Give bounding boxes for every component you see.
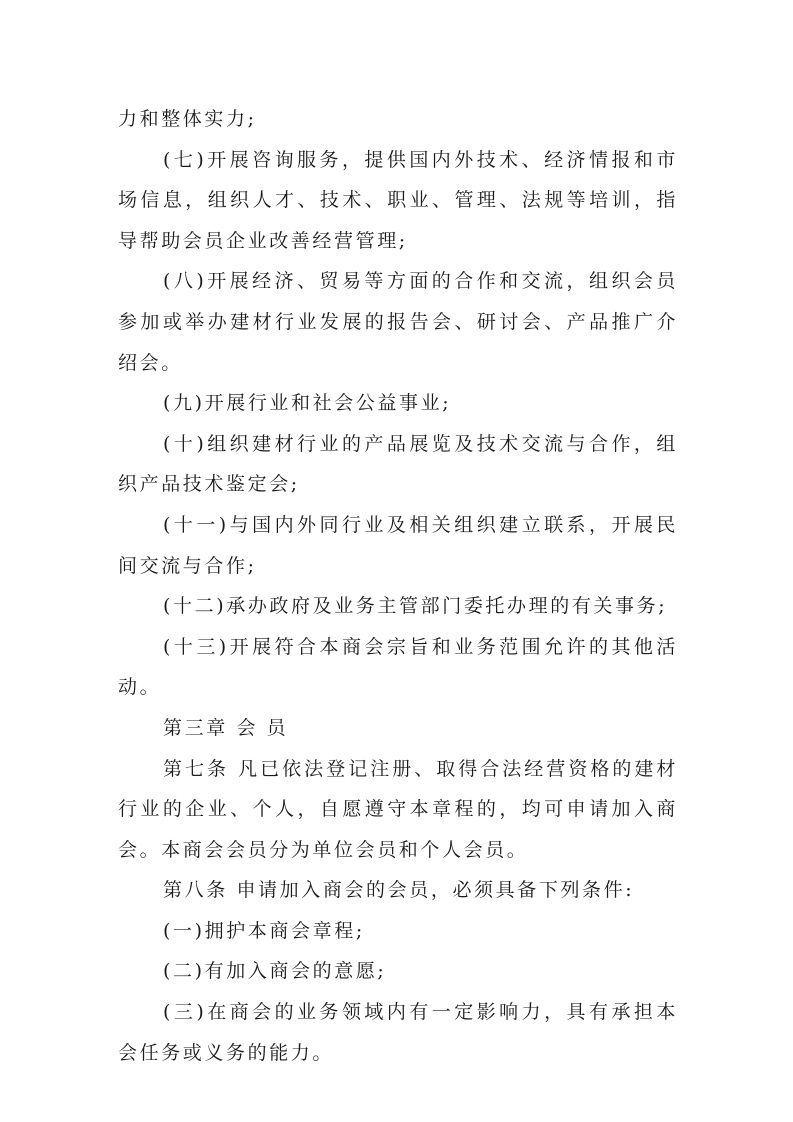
- paragraph-item-10: (十)组织建材行业的产品展览及技术交流与合作，组织产品技术鉴定会;: [118, 432, 678, 496]
- condition-3: (三)在商会的业务领域内有一定影响力，具有承担本会任务或义务的能力。: [118, 1001, 678, 1064]
- article-7: 第七条 凡已依法登记注册、取得合法经营资格的建材行业的企业、个人，自愿遵守本章程的，均可申请加入商会。本商会会员分为单位会员和个人会员。: [118, 757, 678, 861]
- paragraph-item-13: (十三)开展符合本商会宗旨和业务范围允许的其他活动。: [118, 635, 678, 699]
- paragraph-item-8: (八)开展经济、贸易等方面的合作和交流，组织会员参加或举办建材行业发展的报告会、研讨会、产品推广介绍会。: [118, 270, 678, 374]
- condition-1: (一)拥护本商会章程;: [163, 919, 365, 942]
- paragraph-item-9: (九)开展行业和社会公益事业;: [163, 392, 452, 415]
- paragraph-item-12: (十二)承办政府及业务主管部门委托办理的有关事务;: [163, 595, 668, 618]
- article-8: 第八条 申请加入商会的会员，必须具备下列条件:: [163, 879, 635, 902]
- document-body: [118, 99, 678, 1073]
- paragraph-item-11: (十一)与国内外同行业及相关组织建立联系，开展民间交流与合作;: [118, 513, 678, 577]
- chapter-heading: 第三章 会 员: [163, 716, 289, 739]
- paragraph-1: 力和整体实力;: [118, 108, 257, 130]
- paragraph-item-7: (七)开展咨询服务，提供国内外技术、经济情报和市场信息，组织人才、技术、职业、管理、法规等培训，指导帮助会员企业改善经营管理;: [118, 148, 678, 252]
- condition-2: (二)有加入商会的意愿;: [163, 960, 387, 983]
